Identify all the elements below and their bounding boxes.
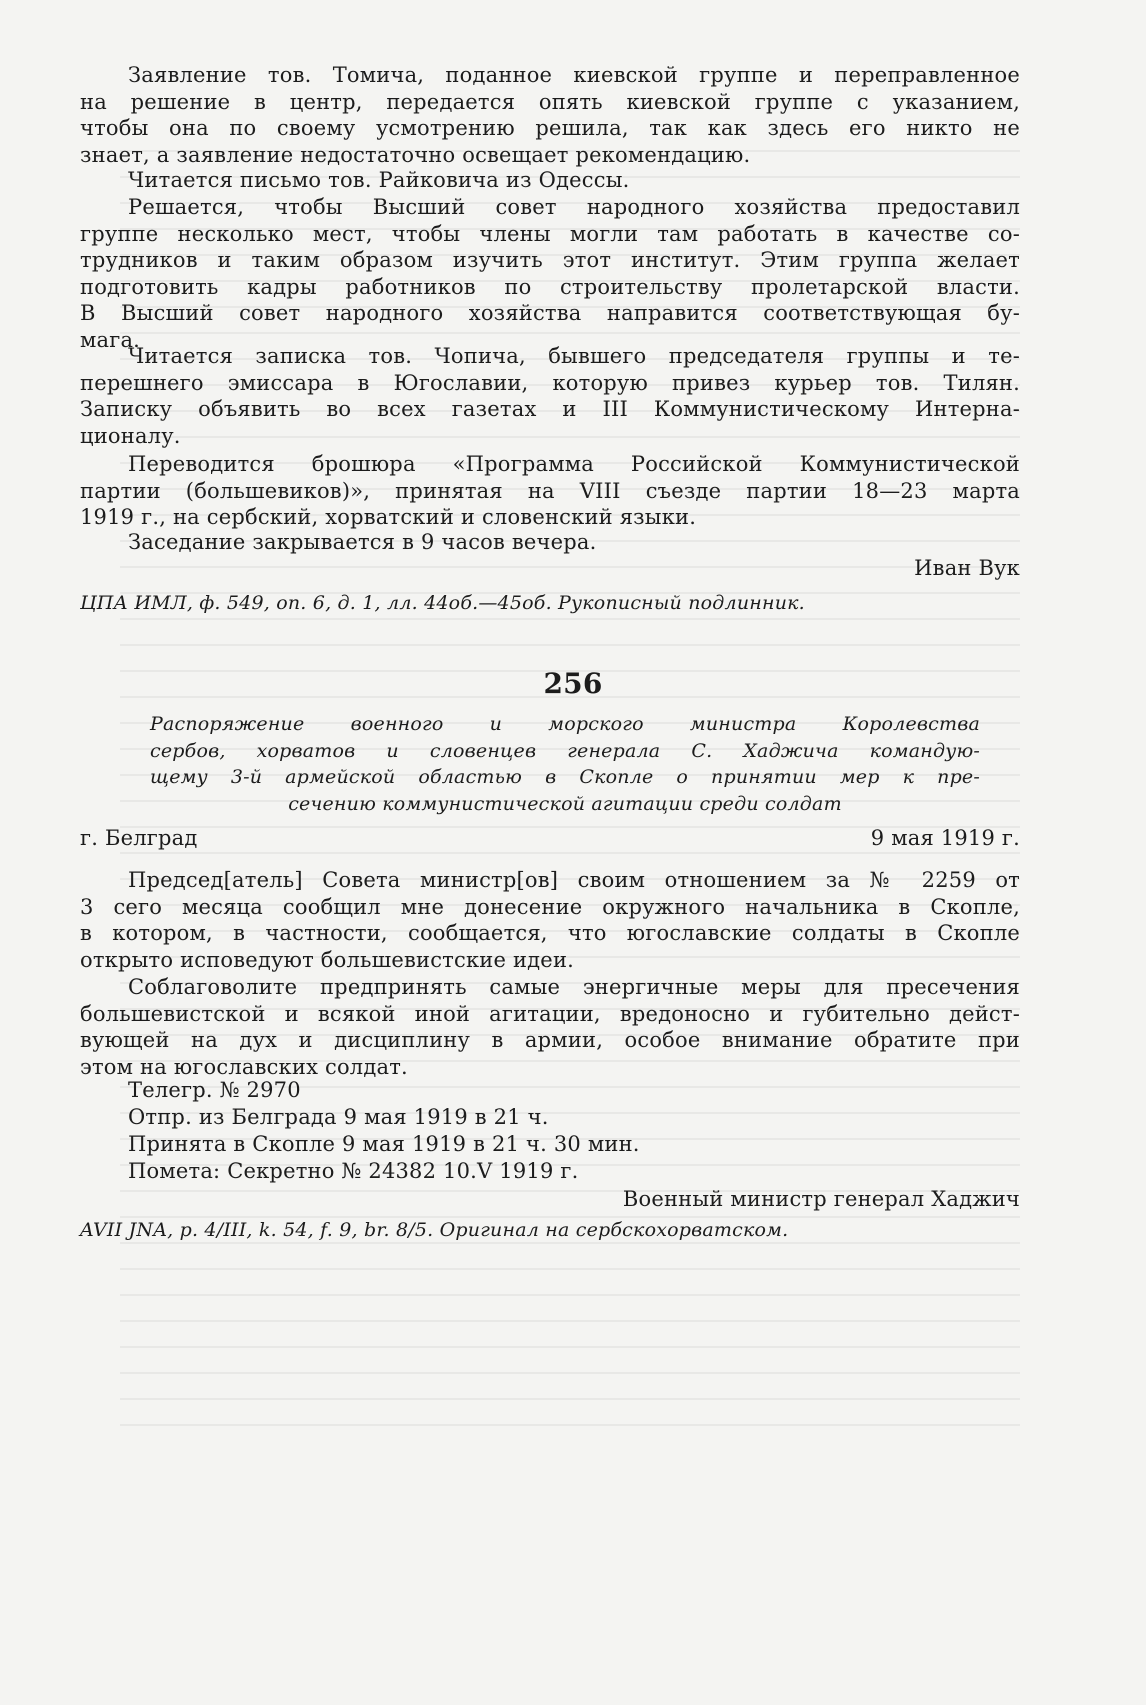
text-line: сечению коммунистической агитации среди солдат xyxy=(288,792,842,815)
paragraph-decision xyxy=(80,194,1020,353)
place-date xyxy=(80,825,1020,852)
source-note-1 xyxy=(80,590,1020,617)
text-line: на решение в центр, передается опять киевской группе с указанием, xyxy=(80,89,1020,114)
text-line: Телегр. № 2970 xyxy=(128,1078,301,1102)
document-number xyxy=(0,667,1146,701)
text-line: вующей на дух и дисциплину в армии, особое внимание обратите при xyxy=(80,1028,1020,1052)
place: г. Белград xyxy=(80,826,198,850)
text-line: ЦПА ИМЛ, ф. 549, оп. 6, д. 1, лл. 44об.—45об. Рукописный подлинник. xyxy=(80,592,805,614)
text-line: Военный министр генерал Хаджич xyxy=(622,1187,1020,1211)
text-line: перешнего эмиссара в Югославии, которую привез курьер тов. Тилян. xyxy=(80,370,1020,395)
text-line: щему 3-й армейской областью в Скопле о принятии мер к пре- xyxy=(150,766,980,788)
text-line: Распоряжение военного и морского министра Королевства xyxy=(150,713,980,735)
text-line: Председ[атель] Совета министр[ов] своим отношением за № 2259 от xyxy=(128,868,1020,892)
paragraph-tomic xyxy=(80,62,1020,168)
text-line: Заседание закрывается в 9 часов вечера. xyxy=(128,530,597,554)
text-line: Принята в Скопле 9 мая 1919 в 21 ч. 30 мин. xyxy=(128,1132,640,1156)
text-line: подготовить кадры работников по строительству пролетарской власти. xyxy=(80,274,1020,299)
text-line: в котором, в частности, сообщается, что югославские солдаты в Скопле xyxy=(80,921,1020,945)
signature-hadzic xyxy=(80,1186,1020,1213)
date: 9 мая 1919 г. xyxy=(870,826,1020,850)
text-line: Переводится брошюра «Программа Российской Коммунистической xyxy=(128,452,1020,476)
text-line: Иван Вук xyxy=(914,556,1020,580)
text-line: этом на югославских солдат. xyxy=(80,1054,408,1079)
paragraph-note xyxy=(80,343,1020,449)
text-line: открыто исповедуют большевистские идеи. xyxy=(80,947,575,972)
text-line: 256 xyxy=(543,667,603,700)
source-note-2 xyxy=(80,1217,1020,1244)
telegram-details xyxy=(80,1077,1020,1185)
paragraph-order xyxy=(80,974,1020,1080)
text-line: чтобы она по своему усмотрению решила, так как здесь его никто не xyxy=(80,116,1020,140)
text-line: Читается записка тов. Чопича, бывшего председателя группы и те- xyxy=(128,344,1020,368)
paragraph-letter xyxy=(80,167,1020,194)
paragraph-brochure xyxy=(80,451,1020,531)
text-line: ционалу. xyxy=(80,423,181,448)
text-line: знает, а заявление недостаточно освещает рекомендацию. xyxy=(80,142,751,167)
signature-vuk xyxy=(80,555,1020,582)
document-title xyxy=(150,711,980,817)
text-line: AVII JNA, p. 4/III, k. 54, f. 9, br. 8/5. Оригинал на сербскохорватском. xyxy=(80,1219,789,1241)
text-line: 1919 г., на сербский, хорватский и словенский языки. xyxy=(80,505,697,529)
paragraph-closing xyxy=(80,529,1020,556)
place-date-line xyxy=(80,825,1020,852)
text-line: 3 сего месяца сообщил мне донесение окружного начальника в Скопле, xyxy=(80,894,1020,919)
text-line: партии (большевиков)», принятая на VIII съезде партии 18—23 марта xyxy=(80,478,1020,503)
text-line: Отпр. из Белграда 9 мая 1919 в 21 ч. xyxy=(128,1105,549,1129)
paragraph-report xyxy=(80,867,1020,973)
text-line: В Высший совет народного хозяйства направится соответствующая бу- xyxy=(80,301,1020,325)
text-line: Помета: Секретно № 24382 10.V 1919 г. xyxy=(128,1159,579,1183)
text-line: Соблаговолите предпринять самые энергичные меры для пресечения xyxy=(128,975,1020,999)
text-line: сербов, хорватов и словенцев генерала С. Хаджича командую- xyxy=(150,739,980,762)
text-line: Читается письмо тов. Райковича из Одессы. xyxy=(128,168,630,192)
text-line: мага. xyxy=(80,327,141,352)
text-line: группе несколько мест, чтобы члены могли там работать в качестве со- xyxy=(80,221,1020,246)
text-line: Заявление тов. Томича, поданное киевской группе и переправленное xyxy=(128,63,1020,87)
text-line: большевистской и всякой иной агитации, вредоносно и губительно дейст- xyxy=(80,1001,1020,1026)
text-line: Записку объявить во всех газетах и III Коммунистическому Интерна- xyxy=(80,397,1020,421)
text-line: Решается, чтобы Высший совет народного хозяйства предоставил xyxy=(128,195,1020,219)
text-line: трудников и таким образом изучить этот институт. Этим группа желает xyxy=(80,248,1020,272)
